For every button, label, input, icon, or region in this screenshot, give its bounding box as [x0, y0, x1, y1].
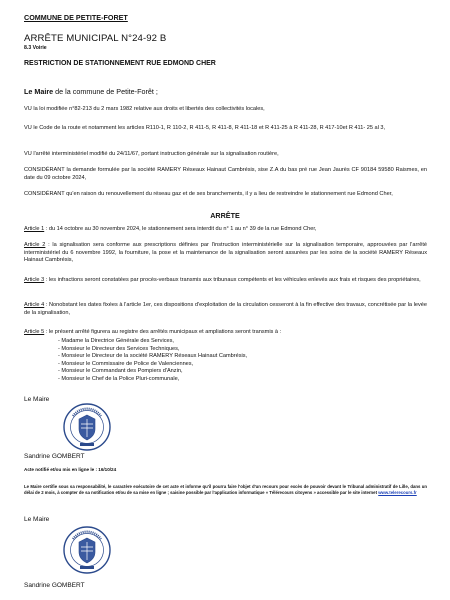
considerant-demande: CONSIDÉRANT la demande formulée par la société RAMERY Réseaux Hainaut Cambrésis, sise Z.A du bas pré rue Jean Jaurès CF 90184 59580 Raismes, en date du 09 octobre 2024, [24, 167, 427, 181]
signature-label: Le Maire [24, 516, 50, 523]
legal-text: Le Maire certifie sous sa responsabilité, le caractère exécutoire de cet acte et informe qu'il pourra faire l'objet d'un recours pour excès de pouvoir devant le Tribunal administratif de Lille, dans un délai de 2 mois, à compter de sa notification et/ou de sa mise en ligne ; saisine possible par l'application informatique « Télérecours citoyens » accessible par le site internet [24, 484, 427, 495]
vu-code-route: VU le Code de la route et notamment les articles R110-1, R 110-2, R 411-5, R 411-8, R 411-18 et R 411-25 à R 411-28, R 417-10et R 411- 25 al 3, [24, 125, 386, 131]
article-1 [24, 226, 427, 234]
article-2 [24, 242, 427, 265]
official-seal-icon [62, 525, 112, 575]
signature-label: Le Maire [24, 396, 50, 403]
recipient-list [58, 338, 247, 384]
subject-title: RESTRICTION DE STATIONNEMENT RUE EDMOND CHER [24, 60, 216, 67]
intro-maire: Le Maire [24, 87, 54, 96]
article-text: : le présent arrêté figurera au registre des arrêtés municipaux et ampliations seront transmis à : [44, 329, 282, 335]
article-label: Article 2 [24, 242, 46, 248]
official-seal-icon [62, 402, 112, 452]
list-item: - Monsieur le Commissaire de Police de Valenciennes, [58, 360, 194, 367]
list-item: - Monsieur le Directeur de la société RAMERY Réseaux Hainaut Cambrésis, [58, 353, 248, 360]
arrete-heading: ARRÊTE [210, 211, 240, 220]
article-3 [24, 277, 427, 285]
list-item: - Madame la Directrice Générale des Services, [58, 338, 174, 344]
vu-loi: VU la loi modifiée n°82-213 du 2 mars 1982 relative aux droits et libertés des collectivités locales, [24, 106, 265, 112]
service-code: 8.3 Voirie [24, 45, 47, 51]
article-text: : les infractions seront constatées par procès-verbaux transmis aux tribunaux compétents et les véhicules enlevés aux frais et risques des propriétaires, [44, 277, 421, 283]
vu-arrete: VU l'arrêté interministériel modifié du 24/11/67, portant instruction générale sur la signalisation routière, [24, 151, 279, 157]
signatory-name: Sandrine GOMBERT [24, 582, 85, 589]
article-label: Article 3 [24, 277, 45, 283]
list-item: - Monsieur le Commandant des Pompiers d'Anzin, [58, 368, 183, 375]
article-label: Article 4 [24, 302, 45, 308]
list-item: - Monsieur le Chef de la Police Pluri-communale, [58, 375, 180, 382]
intro-line [24, 87, 158, 96]
considerant-travaux: CONSIDÉRANT qu'en raison du renouvellement du réseau gaz et de ses branchements, il y a lieu de restreindre le stationnement rue Edmond Cher, [24, 191, 393, 197]
article-text: : la signalisation sera conforme aux prescriptions définies par l'instruction interministérielle sur la signalisation temporaire, approuvées par l'arrêté interministériel du 6 novembre 1992, la fourniture, la pose et la maintenance de la signalisation seront assurées par les soins de la société RAMERY Réseaux Hainaut Cambrésis, [24, 242, 427, 264]
arrete-number: ARRÊTE MUNICIPAL N°24-92 B [24, 33, 167, 44]
online-notice: Acte notifié et/ou mis en ligne le : 16/10/24 [24, 467, 117, 472]
article-text: : Nonobstant les dates fixées à l'article 1er, ces dispositions d'exploitation de la circulation cesseront à la fin effective des travaux, concrétisée par la levée de la signalisation, [24, 302, 427, 316]
commune-name: COMMUNE DE PETITE-FORET [24, 13, 128, 22]
intro-rest: de la commune de Petite-Forêt ; [53, 87, 158, 96]
article-label: Article 5 [24, 329, 45, 335]
article-label: Article 1 [24, 226, 45, 232]
list-item: - Monsieur le Directeur des Services Techniques, [58, 345, 180, 352]
legal-notice [24, 484, 427, 496]
telerecours-link[interactable]: www.telerecours.fr [378, 490, 417, 495]
signatory-name: Sandrine GOMBERT [24, 453, 85, 460]
article-text: : du 14 octobre au 30 novembre 2024, le stationnement sera interdit du n° 1 au n° 39 de la rue Edmond Cher, [44, 226, 317, 232]
article-5 [24, 329, 427, 337]
article-4 [24, 302, 427, 317]
